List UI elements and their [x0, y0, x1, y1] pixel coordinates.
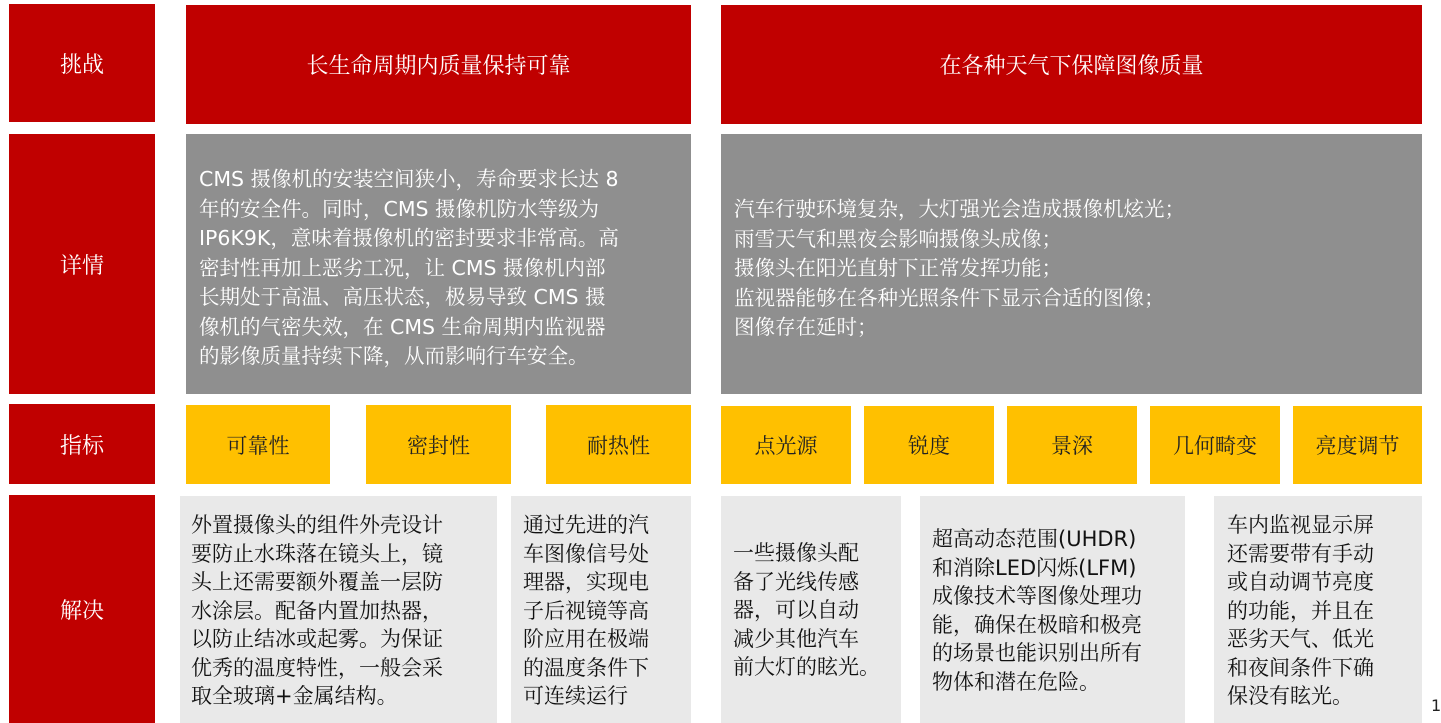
- solution-line: 通过先进的汽: [523, 513, 649, 537]
- detail-line: 汽车行驶环境复杂，大灯强光会造成摄像机炫光；: [734, 197, 1185, 221]
- solution-uhdr-lfm: [920, 496, 1185, 723]
- detail-line: 监视器能够在各种光照条件下显示合适的图像；: [734, 285, 1165, 310]
- row-label-text: 详情: [59, 253, 104, 279]
- detail-line: 雨雪天气和黑夜会影响摄像头成像；: [734, 226, 1062, 251]
- solution-line: 外置摄像头的组件外壳设计: [191, 513, 443, 537]
- solution-line: 或自动调节亮度: [1227, 570, 1374, 594]
- solution-light-sensor: [721, 496, 901, 723]
- row-label-solution: [9, 495, 155, 723]
- metric-text: 密封性: [407, 433, 470, 458]
- solution-line: 保没有眩光。: [1227, 684, 1353, 708]
- solution-line: 子后视镜等高: [523, 598, 649, 623]
- row-label-text: 挑战: [59, 52, 104, 78]
- solution-line: 能，确保在极暗和极亮: [932, 612, 1142, 637]
- detail-line: 长期处于高温、高压状态，极易导致 CMS 摄: [199, 285, 606, 309]
- solution-line: 超高动态范围(UHDR): [932, 527, 1137, 551]
- solution-line: 和消除LED闪烁(LFM): [932, 555, 1137, 580]
- metric-distortion: [1150, 406, 1280, 484]
- solution-line: 车内监视显示屏: [1227, 513, 1374, 537]
- row-label-challenge: [9, 4, 155, 122]
- solution-line: 头上还需要额外覆盖一层防: [191, 570, 443, 594]
- challenge-reliability: [186, 5, 691, 124]
- solution-line: 理器，实现电: [523, 570, 649, 594]
- solution-line: 和夜间条件下确: [1227, 655, 1374, 680]
- detail-left: [186, 134, 691, 394]
- detail-line: 像机的气密失效，在 CMS 生命周期内监视器: [199, 314, 606, 339]
- row-label-text: 指标: [59, 433, 104, 459]
- solution-line: 前大灯的眩光。: [733, 655, 880, 679]
- solution-line: 还需要带有手动: [1227, 541, 1374, 566]
- solution-line: 成像技术等图像处理功: [932, 584, 1142, 608]
- page-number: 1: [1431, 696, 1441, 715]
- metric-reliability: [186, 405, 330, 484]
- solution-line: 以防止结冰或起雾。为保证: [191, 627, 443, 651]
- solution-line: 备了光线传感: [733, 569, 859, 594]
- solution-line: 的场景也能识别出所有: [932, 641, 1142, 665]
- solution-line: 的温度条件下: [523, 655, 649, 680]
- solution-display-brightness: [1214, 496, 1422, 723]
- solution-line: 可连续运行: [523, 684, 628, 708]
- challenge-text: 在各种天气下保障图像质量: [939, 54, 1204, 79]
- solution-line: 物体和潜在危险。: [932, 669, 1100, 694]
- metric-text: 锐度: [908, 434, 950, 458]
- metric-text: 点光源: [754, 434, 818, 458]
- solution-line: 要防止水珠落在镜头上，镜: [191, 541, 443, 566]
- detail-line: 的影像质量持续下降，从而影响行车安全。: [199, 344, 589, 368]
- row-label-detail: [9, 134, 155, 394]
- detail-line: 摄像头在阳光直射下正常发挥功能；: [734, 256, 1062, 280]
- solution-line: 一些摄像头配: [733, 541, 859, 565]
- metric-text: 耐热性: [587, 433, 650, 458]
- metric-depth-of-field: [1007, 406, 1137, 484]
- solution-line: 恶劣天气、低光: [1227, 627, 1374, 651]
- solution-line: 阶应用在极端: [523, 627, 649, 651]
- challenge-weather: [721, 5, 1422, 124]
- solution-line: 器，可以自动: [733, 598, 859, 622]
- challenge-text: 长生命周期内质量保持可靠: [306, 54, 571, 79]
- solution-line: 减少其他汽车: [733, 626, 859, 651]
- detail-line: 密封性再加上恶劣工况，让 CMS 摄像机内部: [199, 255, 606, 280]
- solution-line: 取全玻璃+金属结构。: [191, 684, 398, 708]
- detail-line: 图像存在延时；: [734, 315, 878, 339]
- solution-housing: [180, 496, 497, 723]
- solution-line: 的功能，并且在: [1227, 598, 1374, 623]
- row-label-text: 解决: [59, 598, 104, 624]
- metric-heat-resistance: [546, 405, 691, 484]
- metric-text: 亮度调节: [1315, 434, 1400, 458]
- metric-sealing: [366, 405, 511, 484]
- solution-line: 水涂层。配备内置加热器，: [191, 598, 443, 623]
- metric-text: 景深: [1051, 434, 1093, 458]
- detail-right: [721, 134, 1422, 394]
- solution-line: 优秀的温度特性，一般会采: [191, 655, 443, 680]
- detail-line: IP6K9K，意味着摄像机的密封要求非常高。高: [199, 226, 619, 250]
- detail-line: CMS 摄像机的安装空间狭小，寿命要求长达 8: [199, 167, 619, 191]
- detail-line: 年的安全件。同时，CMS 摄像机防水等级为: [199, 196, 600, 221]
- solution-line: 车图像信号处: [523, 541, 649, 566]
- metric-text: 几何畸变: [1173, 434, 1257, 458]
- metric-brightness: [1293, 406, 1422, 484]
- metric-text: 可靠性: [226, 433, 290, 458]
- solution-isp: [511, 496, 691, 723]
- metric-sharpness: [864, 406, 994, 484]
- row-label-metric: [9, 404, 155, 484]
- metric-point-light: [721, 406, 851, 484]
